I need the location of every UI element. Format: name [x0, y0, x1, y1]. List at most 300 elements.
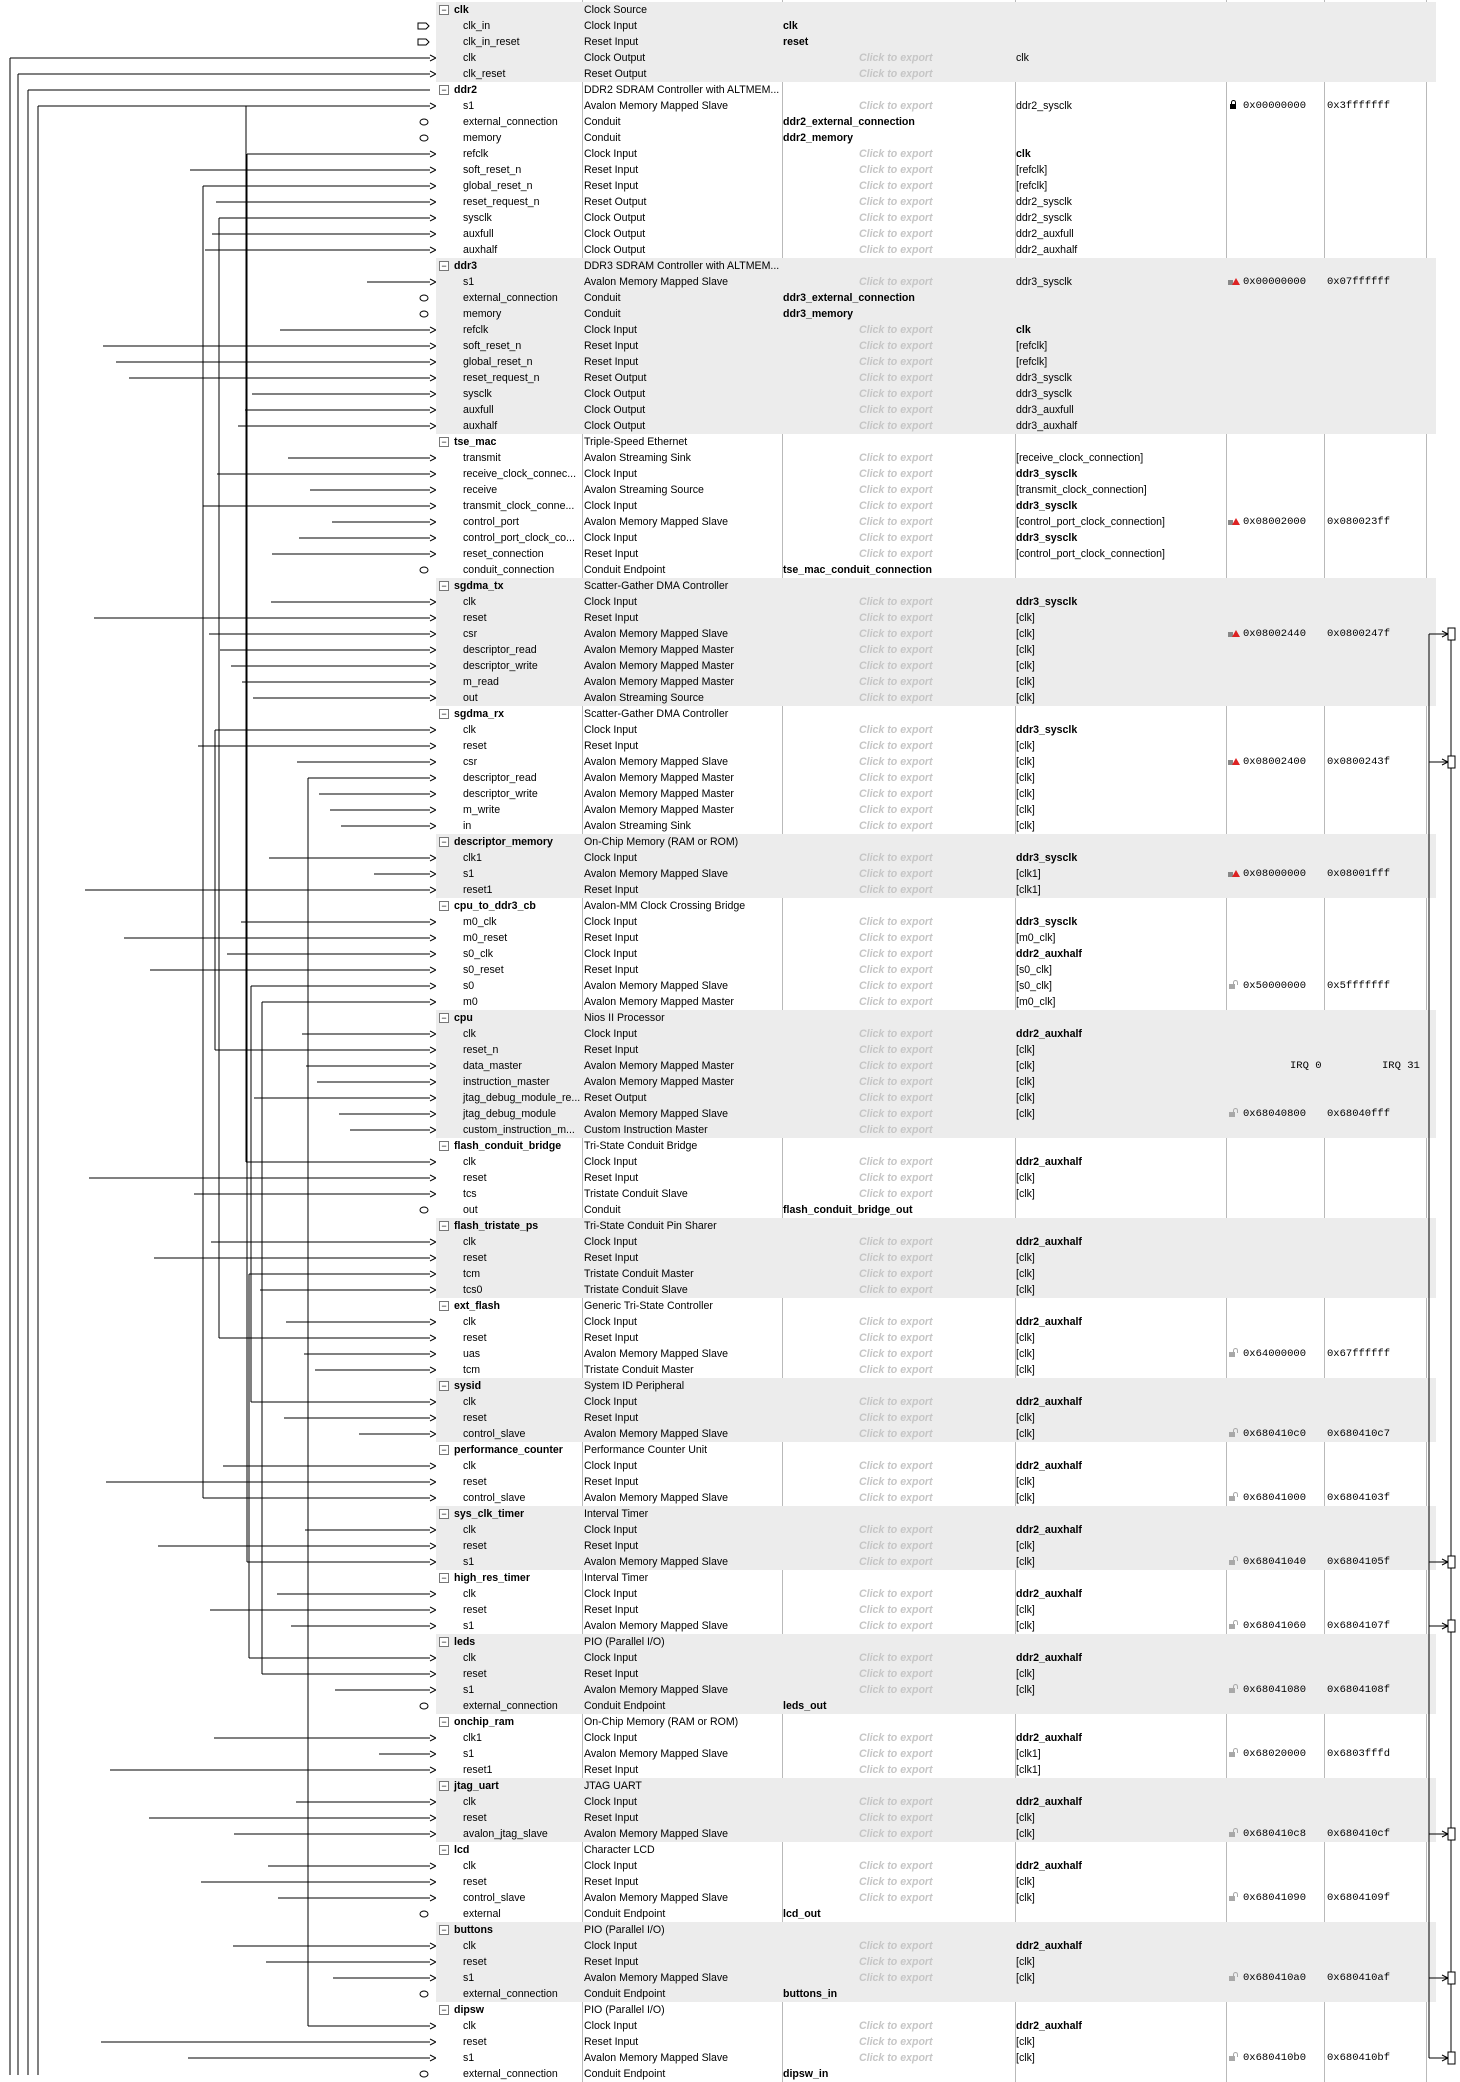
click-to-export[interactable]: Click to export: [859, 1252, 933, 1264]
base-address-field[interactable]: [1227, 1682, 1321, 1698]
clock-field[interactable]: [clk]: [1016, 1428, 1035, 1440]
export-connector-icon[interactable]: [420, 2071, 428, 2077]
interface-row[interactable]: [436, 1938, 1436, 1954]
interface-row[interactable]: [436, 18, 1436, 34]
irq-wires[interactable]: [1420, 0, 1460, 2082]
click-to-export[interactable]: Click to export: [859, 1348, 933, 1360]
interface-row[interactable]: [436, 1970, 1436, 1986]
clock-field[interactable]: [clk]: [1016, 1172, 1035, 1184]
click-to-export[interactable]: Click to export: [859, 516, 933, 528]
click-to-export[interactable]: Click to export: [859, 1396, 933, 1408]
click-to-export[interactable]: Click to export: [859, 1460, 933, 1472]
clock-field[interactable]: [clk]: [1016, 1828, 1035, 1840]
clock-field[interactable]: ddr3_sysclk: [1016, 596, 1078, 608]
unlock-icon[interactable]: [1227, 980, 1239, 990]
clock-field[interactable]: [clk]: [1016, 1668, 1035, 1680]
click-to-export[interactable]: Click to export: [859, 1268, 933, 1280]
interface-row[interactable]: [436, 1106, 1436, 1122]
irq-number-box[interactable]: [1448, 1620, 1455, 1632]
interface-row[interactable]: [436, 402, 1436, 418]
export-name-field[interactable]: flash_conduit_bridge_out: [783, 1204, 913, 1216]
clock-field[interactable]: ddr2_auxhalf: [1016, 244, 1078, 256]
clock-field[interactable]: [clk]: [1016, 1812, 1035, 1824]
component-name[interactable]: [436, 1442, 582, 1458]
clock-field[interactable]: ddr2_auxhalf: [1016, 948, 1082, 960]
component-name[interactable]: [436, 706, 582, 722]
clock-field[interactable]: ddr3_sysclk: [1016, 468, 1078, 480]
click-to-export[interactable]: Click to export: [859, 1604, 933, 1616]
click-to-export[interactable]: Click to export: [859, 1332, 933, 1344]
interface-row[interactable]: [436, 674, 1436, 690]
click-to-export[interactable]: Click to export: [859, 324, 933, 336]
interface-row[interactable]: [436, 658, 1436, 674]
interface-row[interactable]: [436, 1170, 1436, 1186]
interface-row[interactable]: [436, 1986, 1436, 2002]
click-to-export[interactable]: Click to export: [859, 948, 933, 960]
interface-row[interactable]: [436, 850, 1436, 866]
interface-row[interactable]: [436, 642, 1436, 658]
interface-row[interactable]: [436, 802, 1436, 818]
component-row-cpu[interactable]: [436, 1010, 1436, 1026]
click-to-export[interactable]: Click to export: [859, 1028, 933, 1040]
click-to-export[interactable]: Click to export: [859, 372, 933, 384]
collapse-toggle-icon[interactable]: −: [439, 2005, 449, 2015]
clock-field[interactable]: ddr2_auxhalf: [1016, 1236, 1082, 1248]
click-to-export[interactable]: Click to export: [859, 1092, 933, 1104]
collapse-toggle-icon[interactable]: −: [439, 709, 449, 719]
export-connector-icon[interactable]: [420, 567, 428, 573]
click-to-export[interactable]: Click to export: [859, 724, 933, 736]
warning-lock-icon[interactable]: [1227, 516, 1239, 526]
click-to-export[interactable]: Click to export: [859, 212, 933, 224]
unlock-icon[interactable]: [1227, 1748, 1239, 1758]
click-to-export[interactable]: Click to export: [859, 1748, 933, 1760]
interface-row[interactable]: [436, 994, 1436, 1010]
interface-row[interactable]: [436, 1666, 1436, 1682]
interface-row[interactable]: [436, 914, 1436, 930]
clock-field[interactable]: [refclk]: [1016, 164, 1048, 176]
clock-field[interactable]: [clk]: [1016, 660, 1035, 672]
clock-field[interactable]: ddr3_auxhalf: [1016, 420, 1078, 432]
click-to-export[interactable]: Click to export: [859, 612, 933, 624]
irq-number-box[interactable]: [1448, 1828, 1455, 1840]
interface-row[interactable]: [436, 498, 1436, 514]
component-row-performance-counter[interactable]: [436, 1442, 1436, 1458]
collapse-toggle-icon[interactable]: −: [439, 1445, 449, 1455]
clock-field[interactable]: [refclk]: [1016, 340, 1048, 352]
interface-row[interactable]: [436, 1026, 1436, 1042]
interface-row[interactable]: [436, 978, 1436, 994]
clock-field[interactable]: ddr3_sysclk: [1016, 724, 1078, 736]
click-to-export[interactable]: Click to export: [859, 996, 933, 1008]
component-row-sgdma-rx[interactable]: [436, 706, 1436, 722]
interface-row[interactable]: [436, 514, 1436, 530]
clock-field[interactable]: [clk1]: [1016, 884, 1041, 896]
interface-row[interactable]: [436, 50, 1436, 66]
click-to-export[interactable]: Click to export: [859, 1412, 933, 1424]
export-name-field[interactable]: reset: [783, 36, 809, 48]
click-to-export[interactable]: Click to export: [859, 1524, 933, 1536]
interface-row[interactable]: [436, 1554, 1436, 1570]
base-address-field[interactable]: [1227, 1826, 1321, 1842]
interface-row[interactable]: [436, 274, 1436, 290]
clock-field[interactable]: [refclk]: [1016, 356, 1048, 368]
clock-field[interactable]: [clk1]: [1016, 1764, 1041, 1776]
component-name[interactable]: [436, 82, 582, 98]
click-to-export[interactable]: Click to export: [859, 180, 933, 192]
base-address-field[interactable]: [1227, 1346, 1321, 1362]
clock-field[interactable]: [clk]: [1016, 1492, 1035, 1504]
collapse-toggle-icon[interactable]: −: [439, 85, 449, 95]
clock-field[interactable]: [clk]: [1016, 1076, 1035, 1088]
warning-lock-icon[interactable]: [1227, 628, 1239, 638]
clock-field[interactable]: ddr2_sysclk: [1016, 100, 1072, 112]
interface-row[interactable]: [436, 242, 1436, 258]
click-to-export[interactable]: Click to export: [859, 596, 933, 608]
clock-field[interactable]: ddr2_auxfull: [1016, 228, 1074, 240]
base-address-field[interactable]: [1227, 754, 1321, 770]
interface-row[interactable]: [436, 130, 1436, 146]
interface-row[interactable]: [436, 34, 1436, 50]
export-name-field[interactable]: tse_mac_conduit_connection: [783, 564, 932, 576]
clock-field[interactable]: [m0_clk]: [1016, 932, 1056, 944]
interface-row[interactable]: [436, 178, 1436, 194]
clock-field[interactable]: [clk]: [1016, 2052, 1035, 2064]
interface-row[interactable]: [436, 2050, 1436, 2066]
interface-row[interactable]: [436, 866, 1436, 882]
interface-row[interactable]: [436, 1250, 1436, 1266]
interface-row[interactable]: [436, 610, 1436, 626]
click-to-export[interactable]: Click to export: [859, 868, 933, 880]
clock-field[interactable]: [clk]: [1016, 1284, 1035, 1296]
interface-row[interactable]: [436, 1650, 1436, 1666]
clock-field[interactable]: [clk]: [1016, 676, 1035, 688]
clock-field[interactable]: ddr2_auxhalf: [1016, 1860, 1082, 1872]
interface-row[interactable]: [436, 1362, 1436, 1378]
interface-row[interactable]: [436, 530, 1436, 546]
lock-icon[interactable]: [1227, 100, 1239, 110]
click-to-export[interactable]: Click to export: [859, 1476, 933, 1488]
interface-row[interactable]: [436, 738, 1436, 754]
clock-field[interactable]: [clk]: [1016, 628, 1035, 640]
clock-field[interactable]: ddr2_auxhalf: [1016, 2020, 1082, 2032]
click-to-export[interactable]: Click to export: [859, 1860, 933, 1872]
click-to-export[interactable]: Click to export: [859, 628, 933, 640]
interface-row[interactable]: [436, 114, 1436, 130]
component-row-ddr2[interactable]: [436, 82, 1436, 98]
interface-row[interactable]: [436, 1858, 1436, 1874]
component-row-flash-tristate-ps[interactable]: [436, 1218, 1436, 1234]
export-connector-icon[interactable]: [420, 1911, 428, 1917]
interface-row[interactable]: [436, 930, 1436, 946]
interface-row[interactable]: [436, 306, 1436, 322]
collapse-toggle-icon[interactable]: −: [439, 5, 449, 15]
interface-row[interactable]: [436, 2066, 1436, 2082]
clock-field[interactable]: clk: [1016, 52, 1029, 64]
interface-row[interactable]: [436, 882, 1436, 898]
interface-row[interactable]: [436, 370, 1436, 386]
clock-field[interactable]: ddr2_auxhalf: [1016, 1316, 1082, 1328]
irq-number-box[interactable]: [1448, 628, 1455, 640]
interface-row[interactable]: [436, 626, 1436, 642]
export-name-field[interactable]: ddr2_external_connection: [783, 116, 915, 128]
collapse-toggle-icon[interactable]: −: [439, 1573, 449, 1583]
interface-row[interactable]: [436, 1090, 1436, 1106]
clock-field[interactable]: ddr3_sysclk: [1016, 276, 1072, 288]
component-name[interactable]: [436, 258, 582, 274]
clock-field[interactable]: [clk]: [1016, 1060, 1035, 1072]
click-to-export[interactable]: Click to export: [859, 452, 933, 464]
click-to-export[interactable]: Click to export: [859, 1076, 933, 1088]
unlock-icon[interactable]: [1227, 1556, 1239, 1566]
component-name[interactable]: [436, 2002, 582, 2018]
base-address-field[interactable]: [1227, 626, 1321, 642]
clock-field[interactable]: ddr2_auxhalf: [1016, 1588, 1082, 1600]
click-to-export[interactable]: Click to export: [859, 2036, 933, 2048]
interface-row[interactable]: [436, 1154, 1436, 1170]
irq-number-box[interactable]: [1448, 1556, 1455, 1568]
component-row-sysid[interactable]: [436, 1378, 1436, 1394]
interface-row[interactable]: [436, 1890, 1436, 1906]
clock-field[interactable]: [clk]: [1016, 1092, 1035, 1104]
click-to-export[interactable]: Click to export: [859, 356, 933, 368]
collapse-toggle-icon[interactable]: −: [439, 1301, 449, 1311]
click-to-export[interactable]: Click to export: [859, 820, 933, 832]
export-name-field[interactable]: dipsw_in: [783, 2068, 829, 2080]
interface-row[interactable]: [436, 1698, 1436, 1714]
clock-field[interactable]: [s0_clk]: [1016, 980, 1052, 992]
collapse-toggle-icon[interactable]: −: [439, 1013, 449, 1023]
interface-row[interactable]: [436, 2034, 1436, 2050]
click-to-export[interactable]: Click to export: [859, 772, 933, 784]
export-connector-icon[interactable]: [420, 1207, 428, 1213]
clock-field[interactable]: [clk]: [1016, 1972, 1035, 1984]
click-to-export[interactable]: Click to export: [859, 1172, 933, 1184]
component-row-cpu-to-ddr3-cb[interactable]: [436, 898, 1436, 914]
interface-row[interactable]: [436, 226, 1436, 242]
clock-field[interactable]: [clk]: [1016, 1412, 1035, 1424]
interface-row[interactable]: [436, 450, 1436, 466]
clock-field[interactable]: ddr2_auxhalf: [1016, 1524, 1082, 1536]
interface-row[interactable]: [436, 1730, 1436, 1746]
click-to-export[interactable]: Click to export: [859, 68, 933, 80]
clock-field[interactable]: ddr2_auxhalf: [1016, 1652, 1082, 1664]
clock-field[interactable]: [clk]: [1016, 1620, 1035, 1632]
click-to-export[interactable]: Click to export: [859, 388, 933, 400]
component-name[interactable]: [436, 1634, 582, 1650]
click-to-export[interactable]: Click to export: [859, 1892, 933, 1904]
export-name-field[interactable]: ddr3_memory: [783, 308, 854, 320]
clock-field[interactable]: [clk]: [1016, 1348, 1035, 1360]
interface-row[interactable]: [436, 946, 1436, 962]
interface-row[interactable]: [436, 770, 1436, 786]
unlock-icon[interactable]: [1227, 1828, 1239, 1838]
click-to-export[interactable]: Click to export: [859, 1108, 933, 1120]
base-address-field[interactable]: [1227, 1746, 1321, 1762]
clock-field[interactable]: [clk]: [1016, 1108, 1035, 1120]
interface-row[interactable]: [436, 1394, 1436, 1410]
interface-row[interactable]: [436, 1618, 1436, 1634]
interface-row[interactable]: [436, 594, 1436, 610]
export-connector-icon[interactable]: [420, 295, 428, 301]
base-address-field[interactable]: [1227, 978, 1321, 994]
base-address-field[interactable]: [1227, 1490, 1321, 1506]
component-row-sys-clk-timer[interactable]: [436, 1506, 1436, 1522]
base-address-field[interactable]: [1227, 1106, 1321, 1122]
interface-row[interactable]: [436, 1474, 1436, 1490]
export-connector-icon[interactable]: [420, 119, 428, 125]
click-to-export[interactable]: Click to export: [859, 1940, 933, 1952]
clock-field[interactable]: ddr3_sysclk: [1016, 852, 1078, 864]
export-name-field[interactable]: ddr3_external_connection: [783, 292, 915, 304]
click-to-export[interactable]: Click to export: [859, 1652, 933, 1664]
clock-field[interactable]: [clk]: [1016, 1188, 1035, 1200]
clock-field[interactable]: [clk]: [1016, 1268, 1035, 1280]
clock-field[interactable]: ddr3_sysclk: [1016, 532, 1078, 544]
click-to-export[interactable]: Click to export: [859, 964, 933, 976]
interface-row[interactable]: [436, 1810, 1436, 1826]
clock-field[interactable]: [clk]: [1016, 772, 1035, 784]
interface-row[interactable]: [436, 690, 1436, 706]
component-row-clk[interactable]: [436, 2, 1436, 18]
click-to-export[interactable]: Click to export: [859, 1668, 933, 1680]
component-name[interactable]: [436, 898, 582, 914]
collapse-toggle-icon[interactable]: −: [439, 261, 449, 271]
clock-field[interactable]: ddr3_sysclk: [1016, 916, 1078, 928]
component-row-descriptor-memory[interactable]: [436, 834, 1436, 850]
interface-row[interactable]: [436, 1746, 1436, 1762]
clock-field[interactable]: [clk]: [1016, 1044, 1035, 1056]
unlock-icon[interactable]: [1227, 1892, 1239, 1902]
interface-row[interactable]: [436, 322, 1436, 338]
component-name[interactable]: [436, 1138, 582, 1154]
click-to-export[interactable]: Click to export: [859, 52, 933, 64]
clock-field[interactable]: [clk]: [1016, 1252, 1035, 1264]
collapse-toggle-icon[interactable]: −: [439, 1637, 449, 1647]
interface-row[interactable]: [436, 194, 1436, 210]
collapse-toggle-icon[interactable]: −: [439, 1141, 449, 1151]
interface-row[interactable]: [436, 1682, 1436, 1698]
interface-row[interactable]: [436, 162, 1436, 178]
export-name-field[interactable]: lcd_out: [783, 1908, 821, 1920]
interface-row[interactable]: [436, 1602, 1436, 1618]
base-address-field[interactable]: [1227, 274, 1321, 290]
click-to-export[interactable]: Click to export: [859, 500, 933, 512]
clock-field[interactable]: [clk]: [1016, 756, 1035, 768]
component-row-ext-flash[interactable]: [436, 1298, 1436, 1314]
click-to-export[interactable]: Click to export: [859, 660, 933, 672]
interface-row[interactable]: [436, 1074, 1436, 1090]
component-row-ddr3[interactable]: [436, 258, 1436, 274]
clock-field[interactable]: [clk]: [1016, 2036, 1035, 2048]
click-to-export[interactable]: Click to export: [859, 932, 933, 944]
collapse-toggle-icon[interactable]: −: [439, 1781, 449, 1791]
base-address-field[interactable]: [1227, 514, 1321, 530]
export-name-field[interactable]: buttons_in: [783, 1988, 838, 2000]
clock-field[interactable]: [clk1]: [1016, 1748, 1041, 1760]
collapse-toggle-icon[interactable]: −: [439, 437, 449, 447]
click-to-export[interactable]: Click to export: [859, 852, 933, 864]
interface-row[interactable]: [436, 818, 1436, 834]
click-to-export[interactable]: Click to export: [859, 1684, 933, 1696]
clock-field[interactable]: [clk]: [1016, 612, 1035, 624]
interface-row[interactable]: [436, 1490, 1436, 1506]
click-to-export[interactable]: Click to export: [859, 1588, 933, 1600]
click-to-export[interactable]: Click to export: [859, 404, 933, 416]
interface-row[interactable]: [436, 1266, 1436, 1282]
click-to-export[interactable]: Click to export: [859, 148, 933, 160]
interface-row[interactable]: [436, 98, 1436, 114]
clock-field[interactable]: ddr2_auxhalf: [1016, 1732, 1082, 1744]
unlock-icon[interactable]: [1227, 1620, 1239, 1630]
click-to-export[interactable]: Click to export: [859, 340, 933, 352]
interface-row[interactable]: [436, 418, 1436, 434]
component-row-jtag-uart[interactable]: [436, 1778, 1436, 1794]
click-to-export[interactable]: Click to export: [859, 692, 933, 704]
clock-field[interactable]: [clk]: [1016, 1332, 1035, 1344]
component-name[interactable]: [436, 1842, 582, 1858]
interface-row[interactable]: [436, 1522, 1436, 1538]
clock-field[interactable]: [clk]: [1016, 820, 1035, 832]
irq-number-box[interactable]: [1448, 756, 1455, 768]
click-to-export[interactable]: Click to export: [859, 1764, 933, 1776]
clock-field[interactable]: ddr2_auxhalf: [1016, 1796, 1082, 1808]
clock-field[interactable]: [clk]: [1016, 1556, 1035, 1568]
click-to-export[interactable]: Click to export: [859, 1972, 933, 1984]
interface-row[interactable]: [436, 962, 1436, 978]
export-connector-icon[interactable]: [420, 1703, 428, 1709]
click-to-export[interactable]: Click to export: [859, 228, 933, 240]
interface-row[interactable]: [436, 146, 1436, 162]
click-to-export[interactable]: Click to export: [859, 164, 933, 176]
click-to-export[interactable]: Click to export: [859, 420, 933, 432]
base-address-field[interactable]: [1227, 1426, 1321, 1442]
collapse-toggle-icon[interactable]: −: [439, 581, 449, 591]
click-to-export[interactable]: Click to export: [859, 1428, 933, 1440]
interface-row[interactable]: [436, 290, 1436, 306]
collapse-toggle-icon[interactable]: −: [439, 1221, 449, 1231]
clock-field[interactable]: ddr2_sysclk: [1016, 196, 1072, 208]
click-to-export[interactable]: Click to export: [859, 788, 933, 800]
component-row-sgdma-tx[interactable]: [436, 578, 1436, 594]
interface-row[interactable]: [436, 1410, 1436, 1426]
click-to-export[interactable]: Click to export: [859, 740, 933, 752]
click-to-export[interactable]: Click to export: [859, 1620, 933, 1632]
clock-field[interactable]: [clk]: [1016, 644, 1035, 656]
warning-lock-icon[interactable]: [1227, 868, 1239, 878]
component-row-leds[interactable]: [436, 1634, 1436, 1650]
interface-row[interactable]: [436, 210, 1436, 226]
interface-row[interactable]: [436, 1234, 1436, 1250]
unlock-icon[interactable]: [1227, 1348, 1239, 1358]
collapse-toggle-icon[interactable]: −: [439, 1845, 449, 1855]
component-row-dipsw[interactable]: [436, 2002, 1436, 2018]
interface-row[interactable]: [436, 722, 1436, 738]
click-to-export[interactable]: Click to export: [859, 1876, 933, 1888]
interface-row[interactable]: [436, 1874, 1436, 1890]
component-name[interactable]: [436, 1570, 582, 1586]
clock-field[interactable]: [control_port_clock_connection]: [1016, 516, 1165, 528]
clock-field[interactable]: ddr3_sysclk: [1016, 388, 1072, 400]
click-to-export[interactable]: Click to export: [859, 1812, 933, 1824]
interface-row[interactable]: [436, 1762, 1436, 1778]
unlock-icon[interactable]: [1227, 1684, 1239, 1694]
export-name-field[interactable]: clk: [783, 20, 798, 32]
warning-lock-icon[interactable]: [1227, 276, 1239, 286]
click-to-export[interactable]: Click to export: [859, 1188, 933, 1200]
unlock-icon[interactable]: [1227, 1108, 1239, 1118]
base-address-field[interactable]: [1227, 1618, 1321, 1634]
